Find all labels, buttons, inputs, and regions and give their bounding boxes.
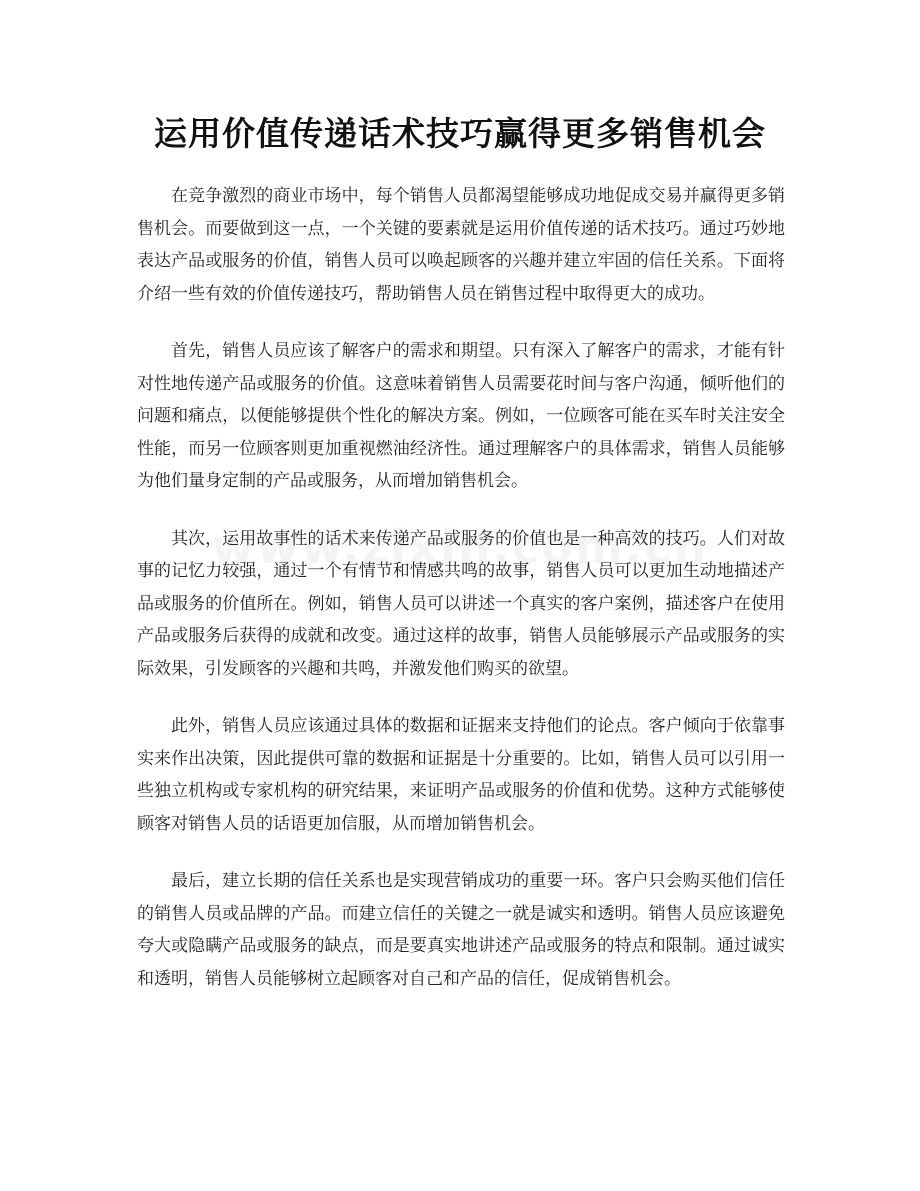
paragraph-last: 最后，建立长期的信任关系也是实现营销成功的重要一环。客户只会购买他们信任的销售人员或品牌的产品。而建立信任的关键之一就是诚实和透明。销售人员应该避免夸大或隐瞒产品或服务的缺点，而是要真实地讲述产品或服务的特点和限制。通过诚实和透明，销售人员能够树立起顾客对自己和产品的信任，促成销售机会。: [137, 871, 785, 989]
paragraph-first: 首先，销售人员应该了解客户的需求和期望。只有深入了解客户的需求，才能有针对性地传递产品或服务的价值。这意味着销售人员需要花时间与客户沟通，倾听他们的问题和痛点，以便能够提供个性化的解决方案。例如，一位顾客可能在买车时关注安全性能，而另一位顾客则更加重视燃油经济性。通过理解客户的具体需求，销售人员能够为他们量身定制的产品或服务，从而增加销售机会。: [137, 341, 785, 491]
document-body: [137, 180, 785, 1020]
paragraph-second: 其次，运用故事性的话术来传递产品或服务的价值也是一种高效的技巧。人们对故事的记忆力较强，通过一个有情节和情感共鸣的故事，销售人员可以更加生动地描述产品或服务的价值所在。例如，销售人员可以讲述一个真实的客户案例，描述客户在使用产品或服务后获得的成就和改变。通过这样的故事，销售人员能够展示产品或服务的实际效果，引发顾客的兴趣和共鸣，并激发他们购买的欲望。: [137, 528, 785, 679]
page-title: 运用价值传递话术技巧赢得更多销售机会: [154, 114, 766, 153]
paragraph-third: 此外，销售人员应该通过具体的数据和证据来支持他们的论点。客户倾向于依靠事实来作出决策，因此提供可靠的数据和证据是十分重要的。比如，销售人员可以引用一些独立机构或专家机构的研究结果，来证明产品或服务的价值和优势。这种方式能够使顾客对销售人员的话语更加信服，从而增加销售机会。: [137, 716, 785, 834]
paragraph-intro: 在竞争激烈的商业市场中，每个销售人员都渴望能够成功地促成交易并赢得更多销售机会。而要做到这一点，一个关键的要素就是运用价值传递的话术技巧。通过巧妙地表达产品或服务的价值，销售人员可以唤起顾客的兴趣并建立牢固的信任关系。下面将介绍一些有效的价值传递技巧，帮助销售人员在销售过程中取得更大的成功。: [137, 186, 785, 304]
